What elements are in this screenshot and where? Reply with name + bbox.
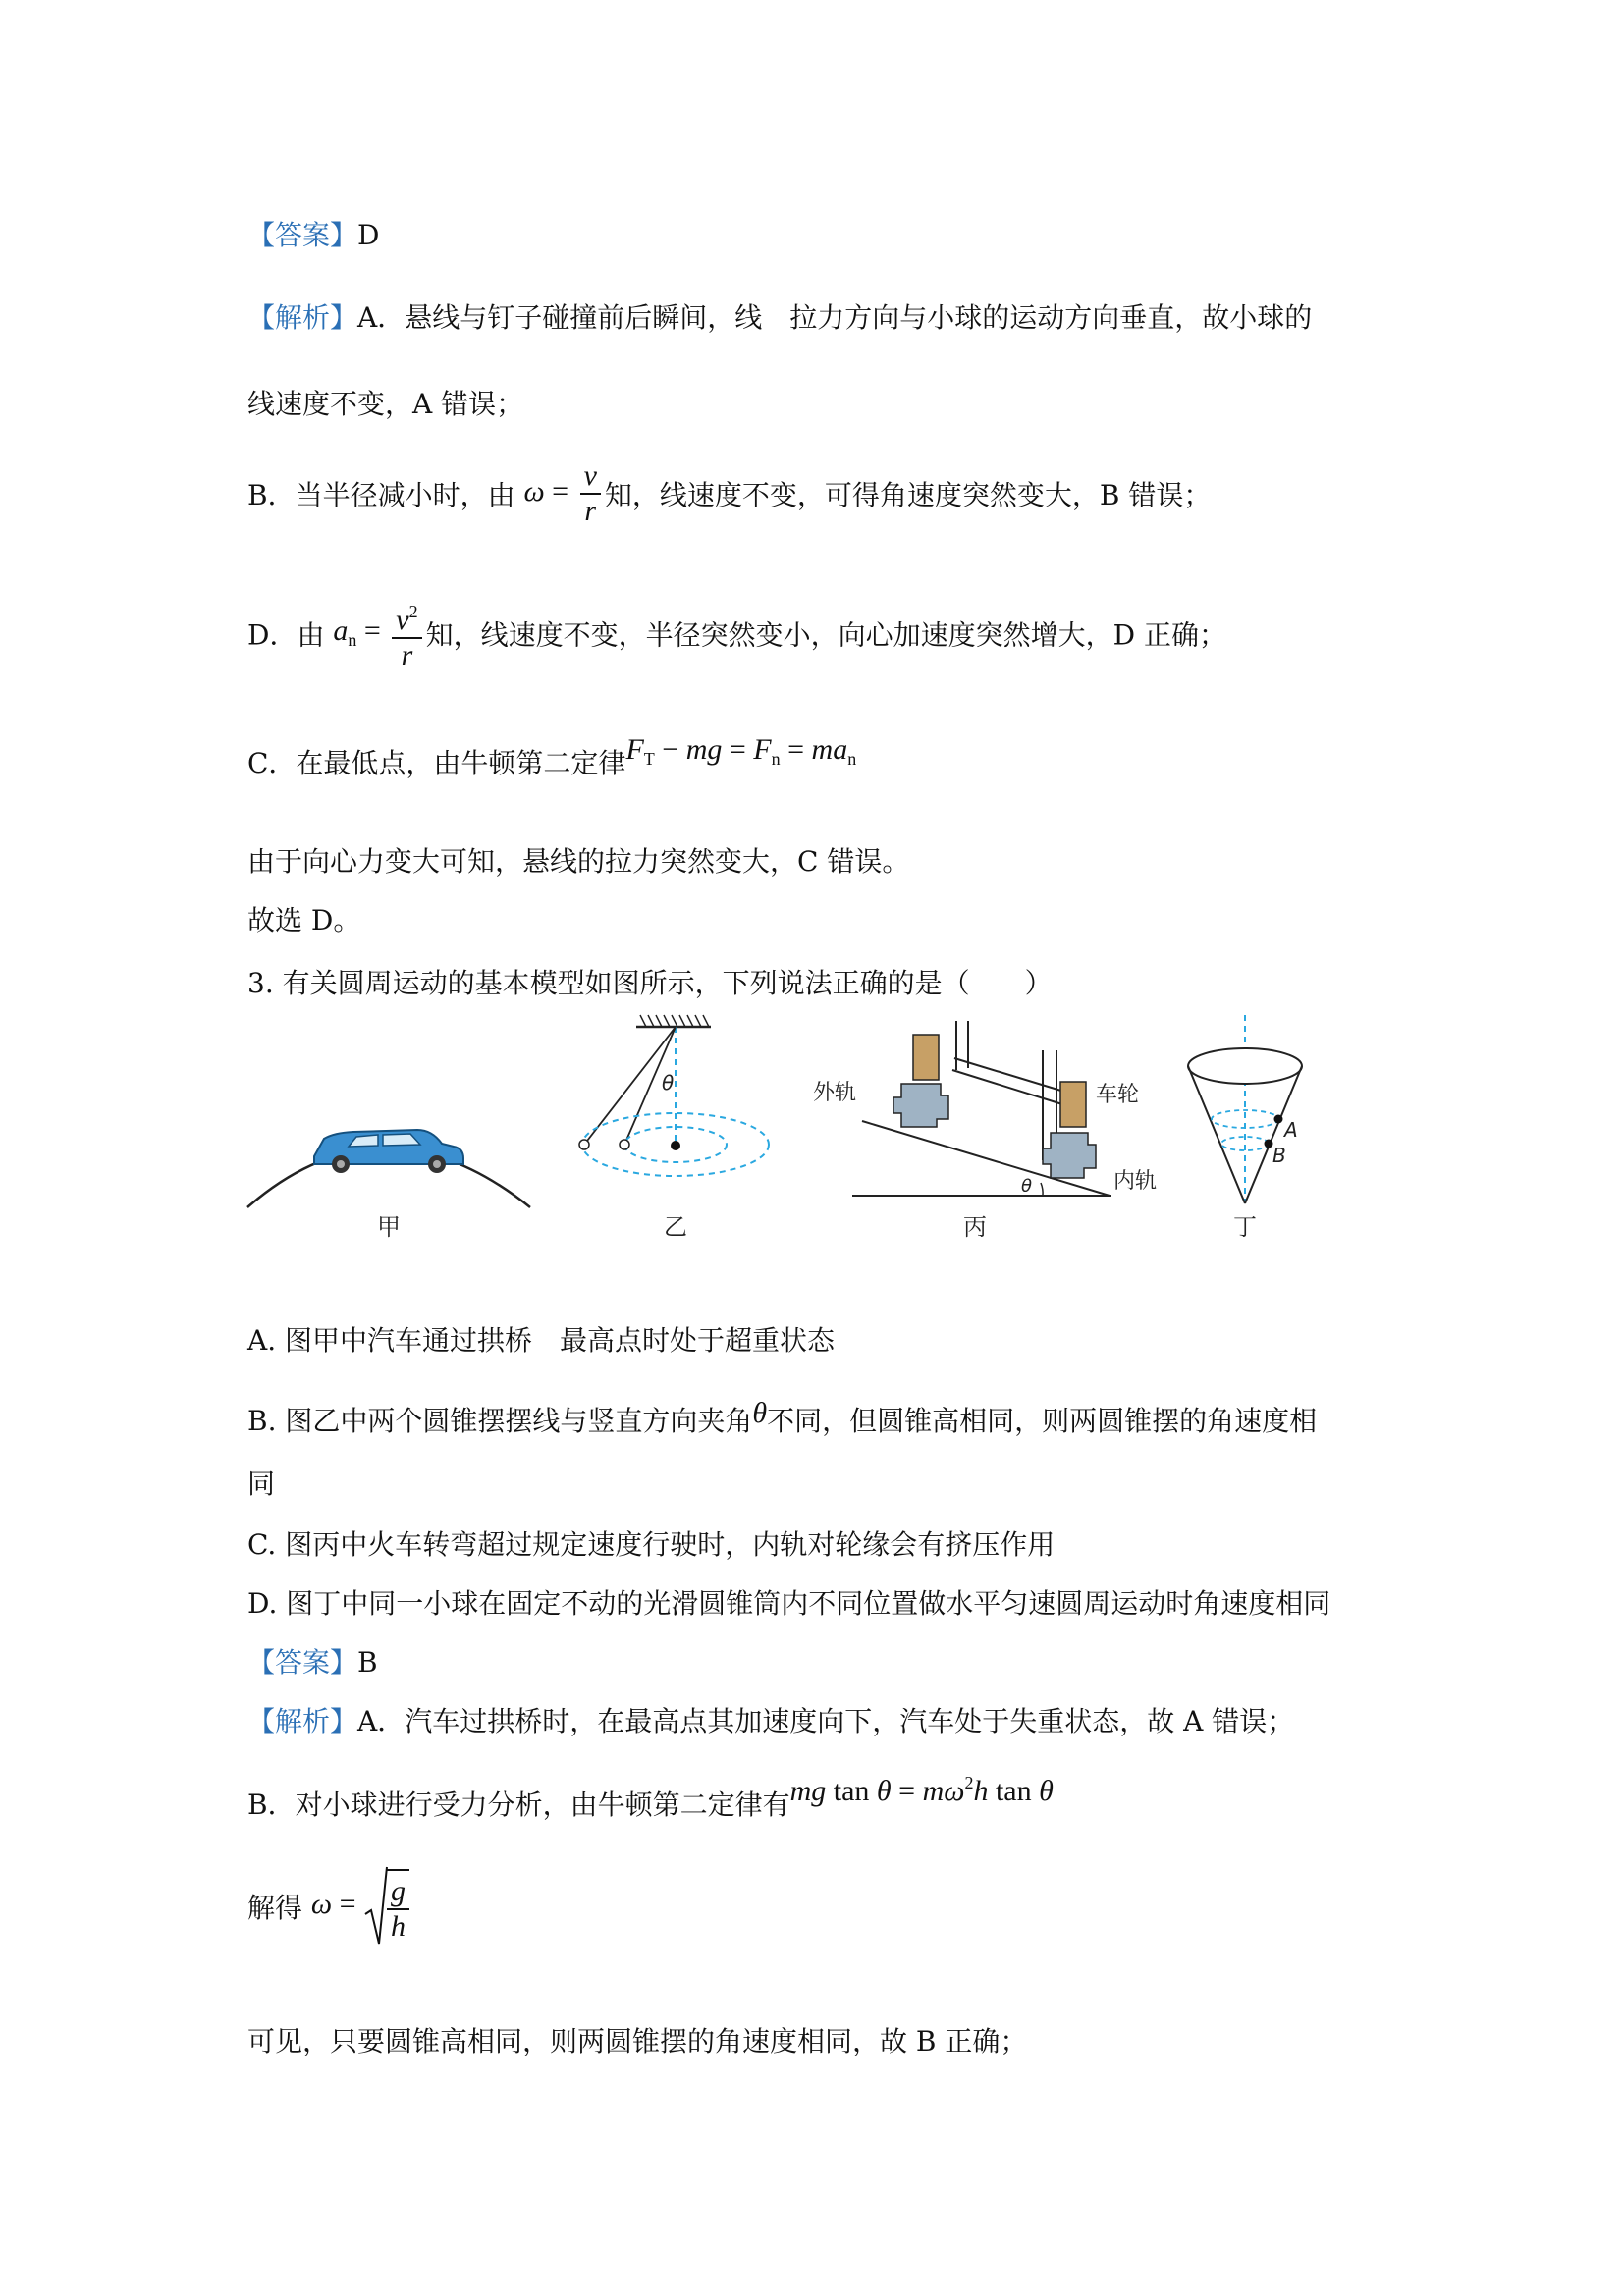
label-inner-rail: 内轨 — [1113, 1169, 1158, 1194]
car-icon — [314, 1130, 463, 1173]
figure-cone — [1188, 1015, 1302, 1241]
answer-tag: 【答案】 — [247, 219, 358, 251]
formula-omega-v-over-r: ω = $\frac{v}{r}$ — [523, 475, 604, 507]
q3-answer-line: 【答案】B — [247, 1646, 378, 1679]
label-B: B — [1272, 1144, 1286, 1167]
label-outer-rail: 外轨 — [813, 1081, 857, 1105]
svg-text:θ: θ — [662, 1071, 675, 1095]
q2-analysis-c-cont: 由于向心力变大可知，悬线的拉力突然变大，C 错误。 — [247, 845, 910, 878]
q3-option-c: C. 图丙中火车转弯超过规定速度行驶时，内轨对轮缘会有挤压作用 — [247, 1528, 1056, 1561]
q2-answer-line — [247, 218, 379, 253]
q2-analysis-d: D．由 $a_n$ = $\frac{v^2}{r}$ 知，线速度不变，半径突然变小，向心加速度突然增大，D 正确； — [247, 595, 1226, 672]
caption-ding: 丁 — [1233, 1213, 1257, 1241]
caption-bing: 丙 — [963, 1213, 987, 1241]
q3-answer: B — [357, 1646, 378, 1679]
q3-analysis-a: 【解析】A．汽车过拱桥时，在最高点其加速度向下，汽车处于失重状态，故 A 错误； — [247, 1705, 1295, 1737]
q2-answer: D — [357, 219, 380, 251]
q3-analysis-b: B．对小球进行受力分析，由牛顿第二定律有mg $\tan \theta = m\omega^2h$ tan θ — [247, 1773, 1054, 1821]
q2-analysis-b: B．当半径减小时，由 ω = $\frac{v}{r}$ 知，线速度不变，可得角速度突然变大，B 错误； — [247, 459, 1212, 527]
formula-newton-second-law: $F_T$ − mg = $F_n = ma_n$ — [625, 733, 857, 769]
q2-conclusion: 故选 D。 — [247, 904, 361, 936]
q3-option-b: B. 图乙中两个圆锥摆摆线与竖直方向夹角θ不同，但圆锥高相同，则两圆锥摆的角速度相 — [247, 1397, 1318, 1437]
formula-mg-tan: mg $\tan \theta = m\omega^2h$ tan θ — [789, 1773, 1054, 1807]
label-A: A — [1284, 1118, 1298, 1142]
figure-conical-pendulums — [579, 1015, 769, 1241]
q2-analysis-a: 【解析】A．悬线与钉子碰撞前后瞬间，线 拉力方向与小球的运动方向垂直，故小球的 — [247, 301, 1313, 334]
q3-stem: 3. 有关圆周运动的基本模型如图所示，下列说法正确的是（ ） — [247, 967, 1053, 999]
svg-text:θ: θ — [1021, 1176, 1033, 1197]
q3-solve: 解得 ω = $\frac{g}{h}$ — [247, 1865, 413, 1948]
q3-figure — [245, 1011, 1384, 1256]
label-wheel: 车轮 — [1096, 1083, 1140, 1107]
analysis-tag: 【解析】 — [247, 301, 358, 334]
q3-option-d: D. 图丁中同一小球在固定不动的光滑圆锥筒内不同位置做水平匀速圆周运动时角速度相同 — [247, 1587, 1331, 1620]
figure-banked-track — [813, 1021, 1157, 1241]
q2-analysis-c: C．在最低点，由牛顿第二定律$F_T$ − mg = $F_n = ma_n$ — [247, 733, 857, 779]
q3-option-b-cont: 同 — [247, 1468, 276, 1500]
formula-omega-sqrt-g-over-h: ω = $\frac{g}{h}$ — [311, 1888, 413, 1920]
caption-jia: 甲 — [377, 1213, 401, 1241]
figure-car-on-bridge — [247, 1130, 530, 1241]
formula-an-v2-over-r: $a_n$ = $\frac{v^2}{r}$ — [333, 614, 425, 647]
q2-analysis-a-cont: 线速度不变，A 错误； — [247, 388, 524, 420]
q3-conclusion: 可见，只要圆锥高相同，则两圆锥摆的角速度相同，故 B 正确； — [247, 2025, 1028, 2057]
caption-yi: 乙 — [664, 1213, 687, 1241]
q3-option-a: A. 图甲中汽车通过拱桥 最高点时处于超重状态 — [247, 1324, 836, 1357]
